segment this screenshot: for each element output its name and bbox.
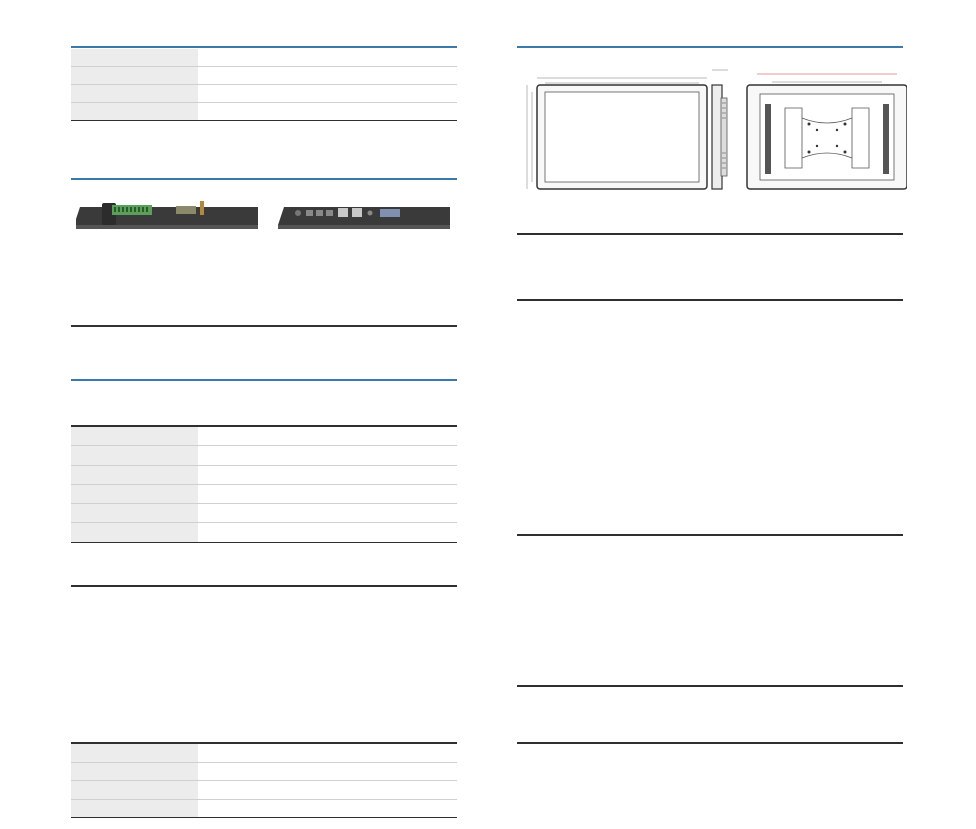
row-value bbox=[198, 744, 457, 762]
row-label bbox=[71, 484, 198, 503]
screen-row bbox=[71, 484, 457, 503]
row-label bbox=[71, 85, 198, 103]
model-row bbox=[71, 85, 457, 103]
screen-row bbox=[71, 446, 457, 465]
row-value bbox=[198, 85, 457, 103]
row-value bbox=[198, 484, 457, 503]
table-top-rule bbox=[517, 299, 903, 301]
row-label bbox=[71, 446, 198, 465]
row-value bbox=[198, 762, 457, 781]
table-top-rule bbox=[517, 534, 903, 536]
section-rule bbox=[517, 46, 903, 48]
screen-parameters-table bbox=[71, 427, 457, 543]
row-value bbox=[198, 103, 457, 121]
row-label bbox=[71, 799, 198, 818]
hardware-row bbox=[71, 799, 457, 818]
row-value bbox=[198, 781, 457, 800]
product-model-table bbox=[71, 49, 457, 121]
row-label bbox=[71, 427, 198, 446]
table-top-rule bbox=[517, 233, 903, 235]
table-top-rule bbox=[517, 685, 903, 687]
row-value bbox=[198, 799, 457, 818]
row-value bbox=[198, 465, 457, 484]
row-label bbox=[71, 523, 198, 542]
screen-row bbox=[71, 427, 457, 446]
row-label bbox=[71, 744, 198, 762]
section-rule bbox=[71, 178, 457, 180]
screen-row bbox=[71, 465, 457, 484]
hardware-row bbox=[71, 781, 457, 800]
row-label bbox=[71, 465, 198, 484]
row-value bbox=[198, 67, 457, 85]
panel-side-photo-left bbox=[72, 197, 262, 233]
row-value bbox=[198, 49, 457, 67]
row-label bbox=[71, 762, 198, 781]
table-top-rule bbox=[517, 742, 903, 744]
row-label bbox=[71, 504, 198, 523]
section-rule bbox=[71, 46, 457, 48]
row-label bbox=[71, 67, 198, 85]
screen-row bbox=[71, 504, 457, 523]
row-value bbox=[198, 504, 457, 523]
row-label bbox=[71, 103, 198, 121]
hardware-table-left bbox=[71, 744, 457, 818]
row-label bbox=[71, 781, 198, 800]
model-row bbox=[71, 67, 457, 85]
row-label bbox=[71, 49, 198, 67]
row-value bbox=[198, 446, 457, 465]
screen-row bbox=[71, 523, 457, 542]
hardware-row bbox=[71, 762, 457, 781]
row-value bbox=[198, 523, 457, 542]
row-value bbox=[198, 427, 457, 446]
panel-side-photo-right bbox=[264, 197, 454, 233]
divider bbox=[71, 325, 457, 327]
model-row bbox=[71, 49, 457, 67]
model-row bbox=[71, 103, 457, 121]
section-rule bbox=[71, 379, 457, 381]
hardware-row bbox=[71, 744, 457, 762]
product-size-drawing bbox=[517, 58, 907, 198]
table-top-rule bbox=[71, 585, 457, 587]
